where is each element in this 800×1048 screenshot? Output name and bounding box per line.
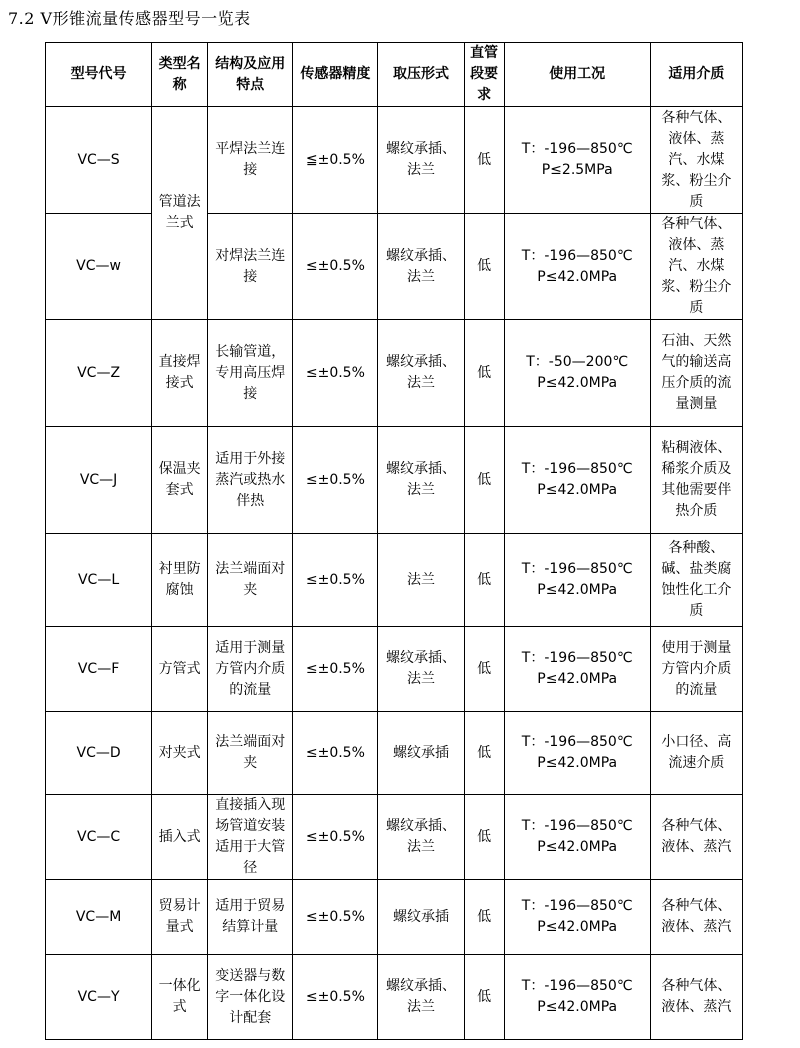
cell-structure: 法兰端面对夹 xyxy=(208,712,293,795)
cell-straight: 低 xyxy=(464,534,504,627)
table-row xyxy=(46,955,743,1040)
table-row xyxy=(46,107,743,214)
cell-model: VC—C xyxy=(46,795,152,880)
cell-tap: 螺纹承插 xyxy=(378,712,464,795)
cell-type: 管道法兰式 xyxy=(152,107,208,320)
header-medium: 适用介质 xyxy=(650,43,742,107)
header-condition: 使用工况 xyxy=(504,43,650,107)
cell-accuracy: ≤±0.5% xyxy=(293,955,378,1040)
cell-condition: T：-196—850℃ P≤42.0MPa xyxy=(504,955,650,1040)
cell-type: 保温夹套式 xyxy=(152,427,208,534)
cell-straight: 低 xyxy=(464,880,504,955)
table-row xyxy=(46,795,743,880)
cell-tap: 螺纹承插、法兰 xyxy=(378,320,464,427)
cell-model: VC—w xyxy=(46,214,152,320)
cell-model: VC—Y xyxy=(46,955,152,1040)
page-title: 7.2 V形锥流量传感器型号一览表 xyxy=(8,9,251,28)
cell-model: VC—F xyxy=(46,627,152,712)
header-straight: 直管段要求 xyxy=(464,43,504,107)
cell-accuracy: ≤±0.5% xyxy=(293,627,378,712)
cell-accuracy: ≤±0.5% xyxy=(293,320,378,427)
header-accuracy: 传感器精度 xyxy=(293,43,378,107)
cell-condition: T：-196—850℃ P≤42.0MPa xyxy=(504,214,650,320)
cell-type: 衬里防腐蚀 xyxy=(152,534,208,627)
cell-condition: T：-196—850℃ P≤42.0MPa xyxy=(504,427,650,534)
cell-straight: 低 xyxy=(464,795,504,880)
cell-medium: 小口径、高流速介质 xyxy=(650,712,742,795)
cell-straight: 低 xyxy=(464,107,504,214)
cell-structure: 直接插入现场管道安装适用于大管径 xyxy=(208,795,293,880)
cell-type: 方管式 xyxy=(152,627,208,712)
cell-tap: 螺纹承插、法兰 xyxy=(378,795,464,880)
cell-condition: T：-50—200℃ P≤42.0MPa xyxy=(504,320,650,427)
cell-structure: 适用于测量方管内介质的流量 xyxy=(208,627,293,712)
cell-tap: 螺纹承插、法兰 xyxy=(378,627,464,712)
cell-medium: 各种气体、液体、蒸汽、水煤浆、粉尘介质 xyxy=(650,214,742,320)
cell-structure: 长输管道，专用高压焊接 xyxy=(208,320,293,427)
header-tap: 取压形式 xyxy=(378,43,464,107)
cell-type: 贸易计量式 xyxy=(152,880,208,955)
header-structure: 结构及应用特点 xyxy=(208,43,293,107)
table-row xyxy=(46,427,743,534)
cell-straight: 低 xyxy=(464,627,504,712)
cell-condition: T：-196—850℃ P≤42.0MPa xyxy=(504,627,650,712)
cell-straight: 低 xyxy=(464,427,504,534)
cell-structure: 适用于外接蒸汽或热水伴热 xyxy=(208,427,293,534)
cell-model: VC—D xyxy=(46,712,152,795)
cell-medium: 各种气体、液体、蒸汽、水煤浆、粉尘介质 xyxy=(650,107,742,214)
sensor-model-table xyxy=(45,42,743,1040)
cell-accuracy: ≤±0.5% xyxy=(293,880,378,955)
cell-type: 一体化式 xyxy=(152,955,208,1040)
cell-medium: 各种酸、碱、盐类腐蚀性化工介质 xyxy=(650,534,742,627)
header-model: 型号代号 xyxy=(46,43,152,107)
table-row xyxy=(46,627,743,712)
cell-accuracy: ≤±0.5% xyxy=(293,534,378,627)
cell-structure: 法兰端面对夹 xyxy=(208,534,293,627)
cell-accuracy: ≦±0.5% xyxy=(293,107,378,214)
cell-model: VC—M xyxy=(46,880,152,955)
cell-type: 插入式 xyxy=(152,795,208,880)
cell-medium: 石油、天然气的输送高压介质的流量测量 xyxy=(650,320,742,427)
cell-condition: T：-196—850℃ P≤42.0MPa xyxy=(504,795,650,880)
header-type: 类型名称 xyxy=(152,43,208,107)
cell-condition: T：-196—850℃ P≤42.0MPa xyxy=(504,880,650,955)
cell-straight: 低 xyxy=(464,214,504,320)
table-row xyxy=(46,712,743,795)
cell-structure: 对焊法兰连接 xyxy=(208,214,293,320)
cell-straight: 低 xyxy=(464,320,504,427)
cell-tap: 螺纹承插、法兰 xyxy=(378,427,464,534)
cell-medium: 使用于测量方管内介质的流量 xyxy=(650,627,742,712)
cell-type: 直接焊接式 xyxy=(152,320,208,427)
cell-model: VC—S xyxy=(46,107,152,214)
cell-tap: 螺纹承插、法兰 xyxy=(378,955,464,1040)
cell-medium: 各种气体、液体、蒸汽 xyxy=(650,795,742,880)
cell-accuracy: ≤±0.5% xyxy=(293,427,378,534)
table-header-row xyxy=(46,43,743,107)
cell-tap: 螺纹承插、法兰 xyxy=(378,214,464,320)
cell-accuracy: ≤±0.5% xyxy=(293,214,378,320)
cell-condition: T：-196—850℃ P≤42.0MPa xyxy=(504,534,650,627)
cell-tap: 螺纹承插、法兰 xyxy=(378,107,464,214)
cell-model: VC—J xyxy=(46,427,152,534)
cell-model: VC—Z xyxy=(46,320,152,427)
cell-structure: 平焊法兰连接 xyxy=(208,107,293,214)
cell-structure: 适用于贸易结算计量 xyxy=(208,880,293,955)
cell-medium: 各种气体、液体、蒸汽 xyxy=(650,880,742,955)
cell-tap: 法兰 xyxy=(378,534,464,627)
cell-structure: 变送器与数字一体化设计配套 xyxy=(208,955,293,1040)
cell-condition: T：-196—850℃ P≤42.0MPa xyxy=(504,712,650,795)
cell-condition: T：-196—850℃ P≤2.5MPa xyxy=(504,107,650,214)
cell-medium: 各种气体、液体、蒸汽 xyxy=(650,955,742,1040)
cell-medium: 粘稠液体、稀浆介质及其他需要伴热介质 xyxy=(650,427,742,534)
table-row xyxy=(46,214,743,320)
table-row xyxy=(46,534,743,627)
table-row xyxy=(46,880,743,955)
cell-tap: 螺纹承插 xyxy=(378,880,464,955)
cell-model: VC—L xyxy=(46,534,152,627)
table-row xyxy=(46,320,743,427)
cell-straight: 低 xyxy=(464,712,504,795)
cell-accuracy: ≤±0.5% xyxy=(293,712,378,795)
cell-type: 对夹式 xyxy=(152,712,208,795)
cell-accuracy: ≤±0.5% xyxy=(293,795,378,880)
cell-straight: 低 xyxy=(464,955,504,1040)
